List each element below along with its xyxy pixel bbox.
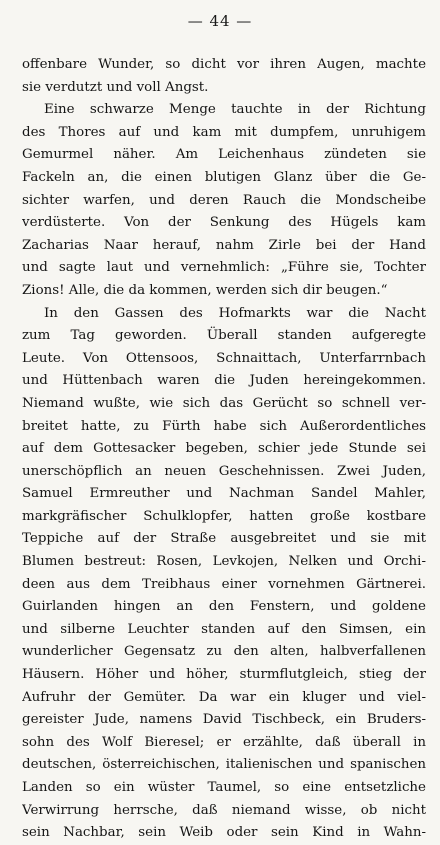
text-line: und silberne Leuchter standen auf den Simsen, ein <box>22 621 426 637</box>
text-line: Blumen bestreut: Rosen, Levkojen, Nelken und Orchi- <box>22 554 426 570</box>
text-line: Verwirrung herrsche, daß niemand wisse, ob nicht <box>22 802 426 818</box>
text-line: unerschöpflich an neuen Geschehnissen. Zwei Juden, <box>22 463 426 479</box>
text-line: deen aus dem Treibhaus einer vornehmen Gärtnerei. <box>22 576 426 592</box>
text-line: Landen so ein wüster Taumel, so eine entsetzliche <box>22 780 426 795</box>
text-line: zum Tag geworden. Überall standen aufgeregte <box>22 328 426 344</box>
text-line: Häusern. Höher und höher, sturmflutgleich, stieg der <box>22 667 426 683</box>
text-line: Zions! Alle, die da kommen, werden sich dir beugen.“ <box>22 282 388 298</box>
text-line: Eine schwarze Menge tauchte in der Richtung <box>44 102 426 118</box>
text-line: deutschen, österreichischen, italienischen und spanischen <box>22 757 426 773</box>
text-line: Leute. Von Ottensoos, Schnaittach, Unterfarrnbach <box>22 350 426 366</box>
body-text <box>22 54 426 845</box>
text-line: des Thores auf und kam mit dumpfem, unruhigem <box>22 124 426 140</box>
text-line: Fackeln an, die einen blutigen Glanz über die Ge- <box>22 169 426 185</box>
text-line: und Hüttenbach waren die Juden hereingekommen. <box>22 373 426 389</box>
text-line: und sagte laut und vernehmlich: „Führe sie, Tochter <box>22 260 426 276</box>
text-line: offenbare Wunder, so dicht vor ihren Augen, machte <box>22 57 426 72</box>
text-line: Samuel Ermreuther und Nachman Sandel Mahler, <box>22 486 426 502</box>
text-line: sie verdutzt und voll Angst. <box>22 79 209 95</box>
text-line: Aufruhr der Gemüter. Da war ein kluger und viel- <box>22 689 426 705</box>
text-line: Zacharias Naar herauf, nahm Zirle bei der Hand <box>22 237 426 253</box>
text-line: verdüsterte. Von der Senkung des Hügels kam <box>22 215 426 231</box>
text-line: markgräfischer Schulklopfer, hatten große kostbare <box>22 508 426 524</box>
text-line: Teppiche auf der Straße ausgebreitet und sie mit <box>22 531 426 547</box>
text-line: sein Nachbar, sein Weib oder sein Kind in Wahn- <box>22 825 426 841</box>
text-line: Gemurmel näher. Am Leichenhaus zündeten sie <box>22 147 426 163</box>
text-line: gereister Jude, namens David Tischbeck, ein Bruders- <box>22 712 426 728</box>
text-line: wunderlicher Gegensatz zu den alten, halbverfallenen <box>22 644 426 660</box>
text-line: breitet hatte, zu Fürth habe sich Außerordentliches <box>22 418 426 434</box>
text-line: sichter warfen, und deren Rauch die Mondscheibe <box>22 192 426 208</box>
text-line: In den Gassen des Hofmarkts war die Nacht <box>44 305 426 321</box>
text-line: Guirlanden hingen an den Fenstern, und goldene <box>22 599 426 615</box>
page-number: — 44 — <box>187 12 253 30</box>
text-line: auf dem Gottesacker begeben, schier jede Stunde sei <box>22 441 426 457</box>
text-line: Niemand wußte, wie sich das Gerücht so schnell ver- <box>22 395 426 411</box>
text-line: sohn des Wolf Bieresel; er erzählte, daß überall in <box>22 734 426 750</box>
